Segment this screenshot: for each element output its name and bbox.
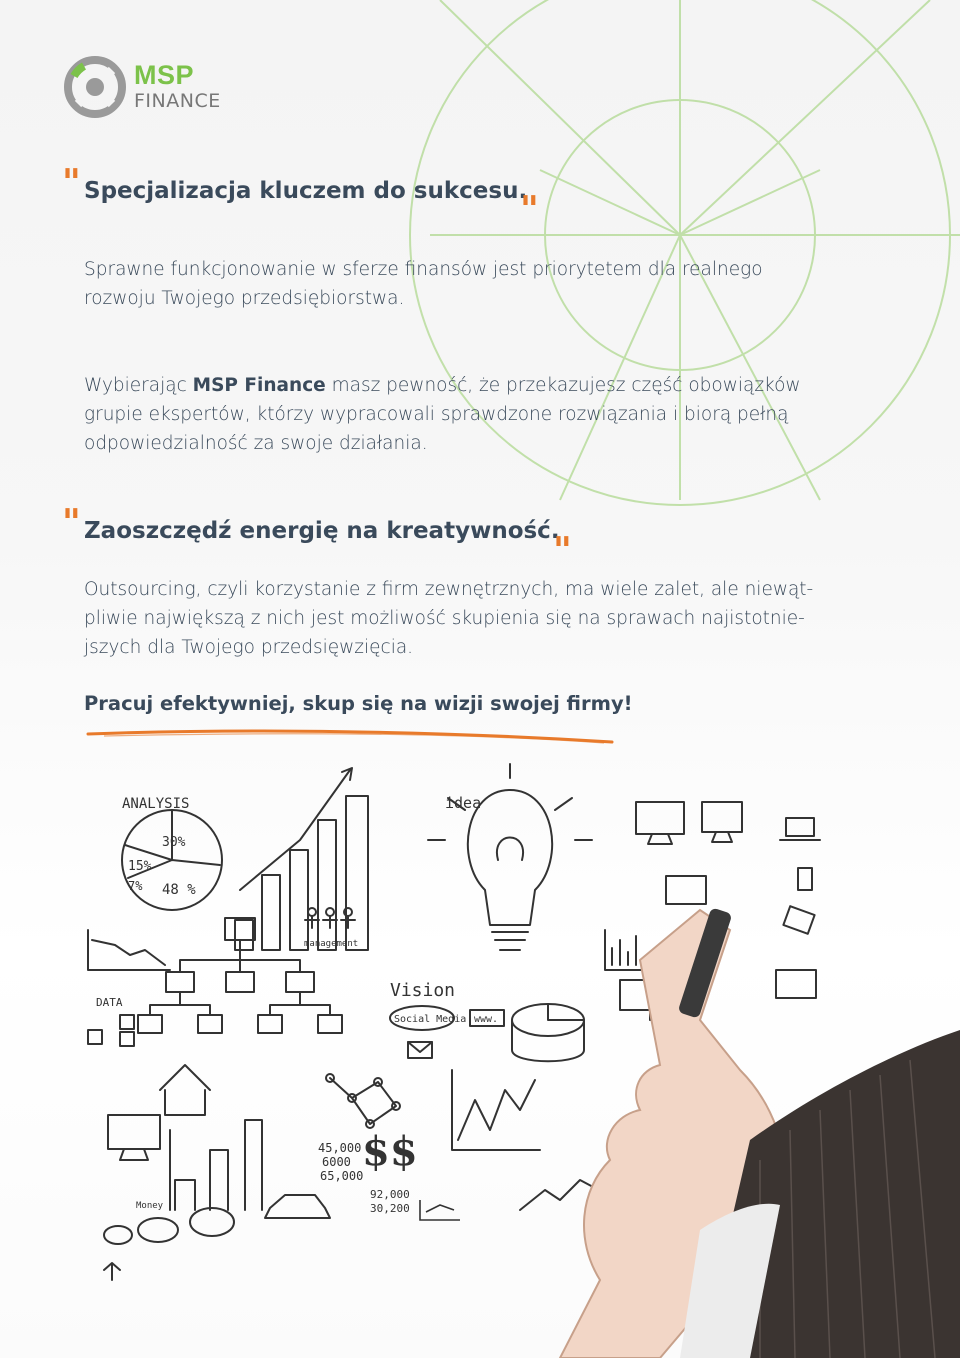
sketch-label-analysis: ANALYSIS — [122, 796, 190, 812]
text-line: Sprawne funkcjonowanie w sferze finansów jest priorytetem dla realnego — [84, 259, 763, 280]
sketch-number: 65,000 — [320, 1169, 364, 1183]
sketch-label-idea: idea — [445, 794, 482, 812]
text-fragment: Wybierając — [84, 375, 193, 396]
logo-brand: MSP — [134, 60, 195, 90]
section1-intro — [84, 255, 864, 313]
text-fragment: masz pewność, że przekazujesz część obowiązków — [325, 375, 801, 396]
sketch-number: 45,000 — [318, 1141, 362, 1155]
text-line: jszych dla Twojego przedsięwzięcia. — [84, 637, 414, 658]
quote-close-icon: " — [520, 189, 539, 231]
piggy-bank-icon — [190, 1208, 234, 1236]
quote-open-icon: " — [62, 502, 81, 544]
text-line: odpowiedzialność za swoje działania. — [84, 433, 428, 454]
section1-body — [84, 371, 864, 458]
text-line: grupie ekspertów, którzy wypracowali sprawdzone rozwiązania i biorą pełną — [84, 404, 789, 425]
pie-label: 30% — [162, 835, 186, 850]
house-icon — [160, 1065, 210, 1115]
text-line — [84, 371, 864, 400]
business-sketch-illustration — [0, 760, 960, 1358]
monitor-icon — [108, 1115, 160, 1149]
section2-heading: Zaoszczędź energię na kreatywność. — [84, 518, 560, 544]
quote-close-icon: " — [553, 530, 572, 572]
sketch-label-www: www. — [474, 1014, 499, 1025]
sketch-label-data: DATA — [96, 996, 123, 1009]
sketch-label-vision: Vision — [390, 980, 456, 1001]
sketch-number: 92,000 — [370, 1188, 410, 1201]
piggy-bank-icon — [104, 1226, 132, 1244]
pie-label: 48 % — [162, 882, 196, 898]
quote-open-icon: " — [62, 162, 81, 204]
pie-label: 15% — [128, 859, 152, 874]
monitor-icon — [702, 802, 742, 832]
sketch-label-management: management — [304, 939, 359, 949]
brush-underline-icon — [84, 724, 624, 748]
sketch-label-social: Social Media — [394, 1014, 467, 1025]
piggy-bank-icon — [138, 1218, 178, 1242]
hand-with-pen-icon — [560, 907, 960, 1358]
phone-icon — [798, 868, 812, 890]
section1-heading: Specjalizacja kluczem do sukcesu. — [84, 178, 528, 204]
sketch-label-money: Money — [136, 1201, 164, 1211]
monitor-icon — [666, 876, 706, 904]
text-line: Outsourcing, czyli korzystanie z firm zewnętrznych, ma wiele zalet, ale niewąt- — [84, 579, 814, 600]
dollar-sign-icon: $$ — [362, 1128, 418, 1175]
text-line: rozwoju Twojego przedsiębiorstwa. — [84, 288, 405, 309]
pie-label: 7% — [128, 879, 143, 893]
logo-sub: FINANCE — [134, 90, 221, 112]
car-icon — [265, 1195, 330, 1218]
logo-mark-icon — [64, 56, 126, 118]
text-line: pliwie największą z nich jest możliwość skupienia się na sprawach najistotnie- — [84, 608, 805, 629]
monitor-icon — [636, 802, 684, 834]
tablet-icon — [783, 906, 814, 934]
sketch-number: 6000 — [322, 1155, 351, 1169]
brand-name: MSP Finance — [192, 375, 326, 396]
section2-body — [84, 575, 864, 662]
call-to-action: Pracuj efektywniej, skup się na wizji swojej firmy! — [84, 692, 633, 715]
sketch-number: 30,200 — [370, 1202, 410, 1215]
laptop-icon — [786, 818, 814, 836]
company-logo — [64, 56, 244, 120]
monitor-icon — [776, 970, 816, 998]
